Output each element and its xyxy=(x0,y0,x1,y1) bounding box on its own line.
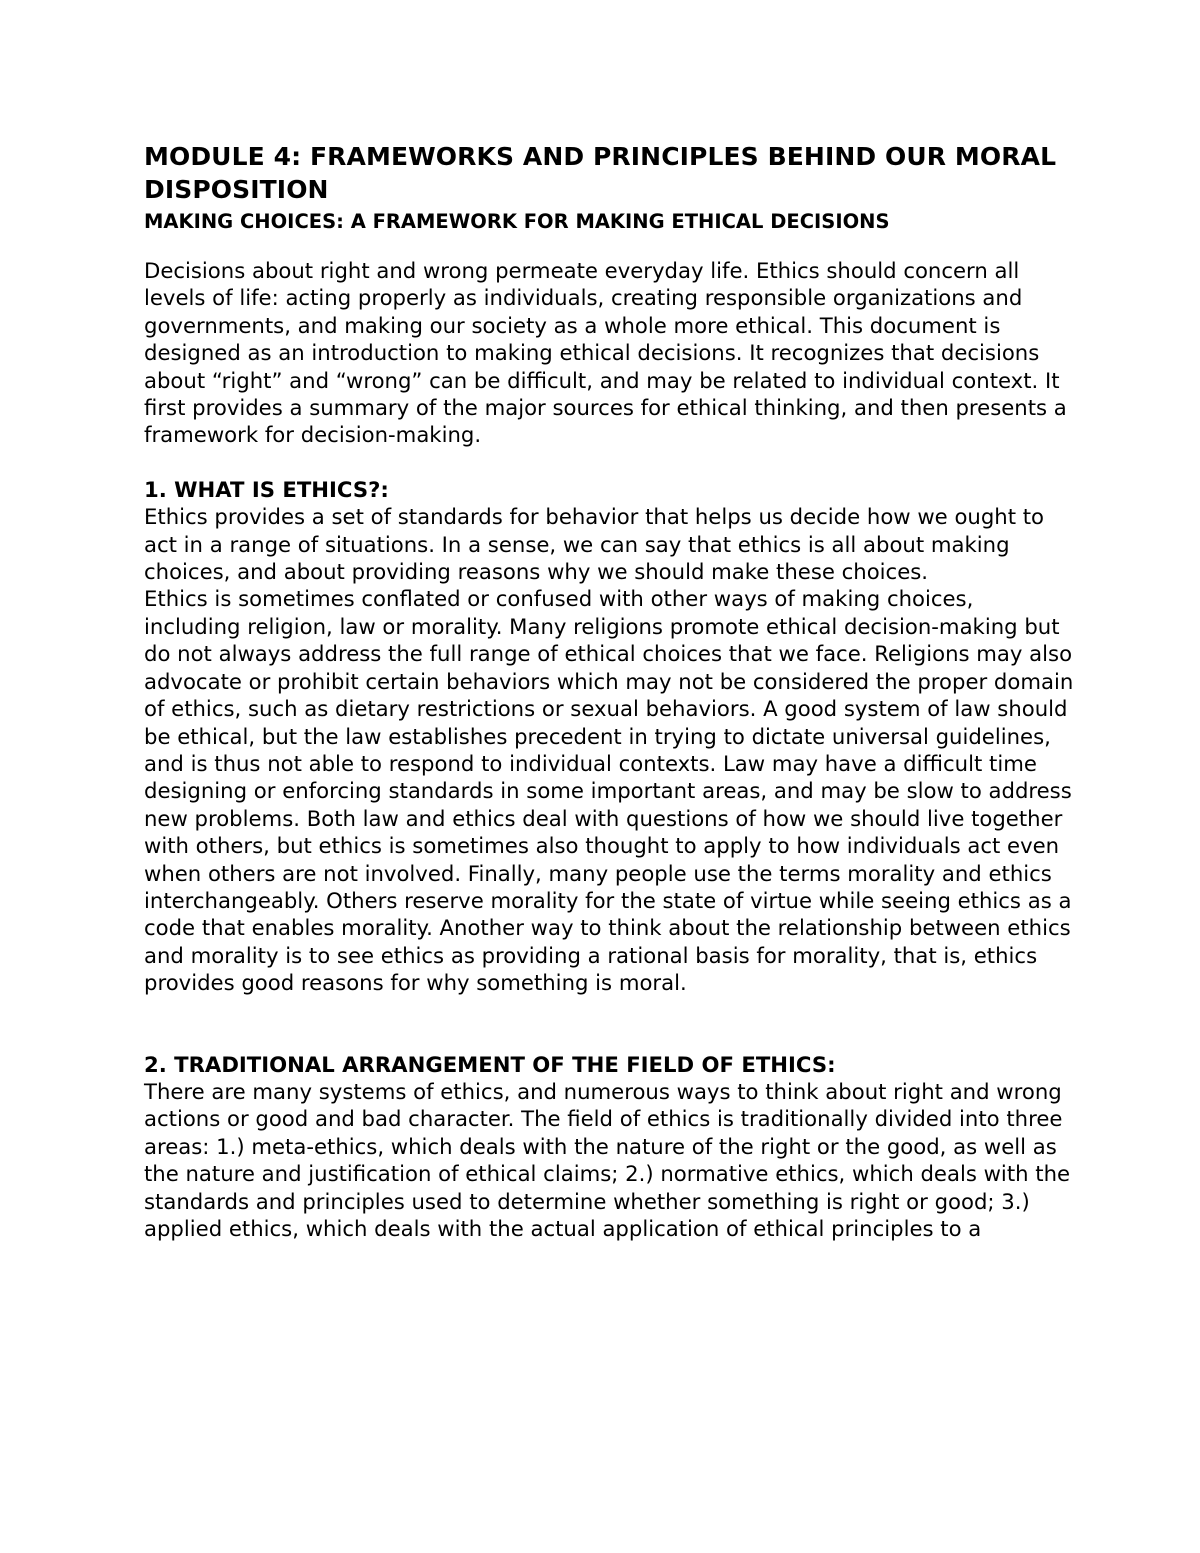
section-paragraph: There are many systems of ethics, and numerous ways to think about right and wrong actions or good and bad character. The field of ethics is traditionally divided into three areas: 1.) meta-ethics, which deals with the nature of the right or the good, as well as the nature and justification of ethical claims; 2.) normative ethics, which deals with the standards and principles used to determine whether something is right or good; 3.) applied ethics, which deals with the actual application of ethical principles to a xyxy=(144,1078,1071,1241)
document-subtitle: MAKING CHOICES: A FRAMEWORK FOR MAKING ETHICAL DECISIONS xyxy=(144,210,890,233)
document-title: MODULE 4: FRAMEWORKS AND PRINCIPLES BEHIND OUR MORAL DISPOSITION xyxy=(144,142,1057,204)
section-paragraph: Ethics is sometimes conflated or confused with other ways of making choices, including religion, law or morality. Many religions promote ethical decision-making but do not always address the full range of ethical choices that we face. Religions may also advocate or prohibit certain behaviors which may not be considered the proper domain of ethics, such as dietary restrictions or sexual behaviors. A good system of law should be ethical, but the law establishes precedent in trying to dictate universal guidelines, and is thus not able to respond to individual contexts. Law may have a difficult time designing or enforcing standards in some important areas, and may be slow to address new problems. Both law and ethics deal with questions of how we should live together with others, but ethics is sometimes also thought to apply to how individuals act even when others are not involved. Finally, many people use the terms morality and ethics interchangeably. Others reserve morality for the state of virtue while seeing ethics as a code that enables morality. Another way to think about the relationship between ethics and morality is to see ethics as providing a rational basis for morality, that is, ethics provides good reasons for why something is moral. xyxy=(144,586,1074,996)
section-paragraph: Ethics provides a set of standards for behavior that helps us decide how we ought to act in a range of situations. In a sense, we can say that ethics is all about making choices, and about providing reasons why we should make these choices. xyxy=(144,504,1045,585)
section-what-is-ethics xyxy=(144,476,1074,997)
document-page xyxy=(144,140,1074,1242)
section-heading: 2. TRADITIONAL ARRANGEMENT OF THE FIELD OF ETHICS: xyxy=(144,1051,836,1077)
intro-paragraph: Decisions about right and wrong permeate everyday life. Ethics should concern all levels of life: acting properly as individuals, creating responsible organizations and governments, and making our society as a whole more ethical. This document is designed as an introduction to making ethical decisions. It recognizes that decisions about “right” and “wrong” can be difficult, and may be related to individual context. It first provides a summary of the major sources for ethical thinking, and then presents a framework for decision-making. xyxy=(144,258,1067,448)
section-heading: 1. WHAT IS ETHICS?: xyxy=(144,476,389,502)
section-traditional-arrangement xyxy=(144,1051,1074,1243)
